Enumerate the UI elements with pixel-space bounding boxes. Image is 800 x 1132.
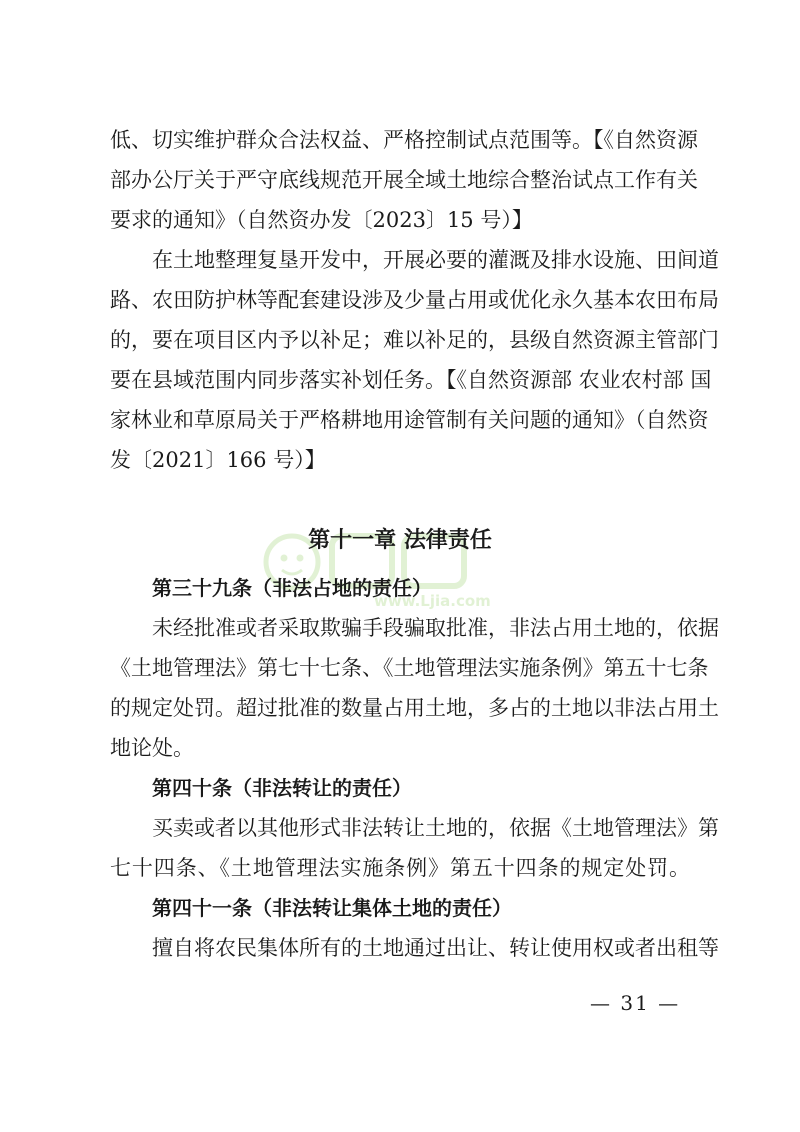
text-line: 要求的通知》（自然资办发〔2023〕15 号）】 xyxy=(110,208,533,232)
page-number: — 31 — xyxy=(590,991,681,1015)
text-line: 发〔2021〕166 号）】 xyxy=(110,448,326,472)
text-line: 的，要在项目区内予以补足；难以补足的，县级自然资源主管部门 xyxy=(110,328,719,352)
article-title: 第四十条（非法转让的责任） xyxy=(152,776,412,800)
top-text-block xyxy=(110,120,719,480)
text-line: 路、农田防护林等配套建设涉及少量占用或优化永久基本农田布局 xyxy=(110,288,719,312)
articles-block xyxy=(110,568,719,968)
text-line: 买卖或者以其他形式非法转让土地的，依据《土地管理法》第 xyxy=(152,816,719,840)
text-line: 的规定处罚。超过批准的数量占用土地，多占的土地以非法占用土 xyxy=(110,696,719,720)
text-line: 未经批准或者采取欺骗手段骗取批准，非法占用土地的，依据 xyxy=(152,616,719,640)
watermark-url: www.Ljia.com xyxy=(374,592,491,610)
text-line: 七十四条、《土地管理法实施条例》第五十四条的规定处罚。 xyxy=(110,856,690,880)
text-line: 《土地管理法》第七十七条、《土地管理法实施条例》第五十七条 xyxy=(110,656,709,680)
article-title: 第四十一条（非法转让集体土地的责任） xyxy=(152,896,512,920)
chapter-title: 第十一章 法律责任 xyxy=(308,528,492,553)
text-line: 要在县域范围内同步落实补划任务。【《自然资源部 农业农村部 国 xyxy=(110,368,712,392)
text-line: 擅自将农民集体所有的土地通过出让、转让使用权或者出租等 xyxy=(152,936,719,960)
text-line: 低、切实维护群众合法权益、严格控制试点范围等。【《自然资源 xyxy=(110,128,698,152)
text-line: 在土地整理复垦开发中，开展必要的灌溉及排水设施、田间道 xyxy=(152,248,719,272)
text-line: 部办公厅关于严守底线规范开展全域土地综合整治试点工作有关 xyxy=(110,168,698,192)
text-line: 家林业和草原局关于严格耕地用途管制有关问题的通知》（自然资 xyxy=(110,408,709,432)
text-line: 地论处。 xyxy=(110,736,194,760)
article-title: 第三十九条（非法占地的责任） xyxy=(152,576,432,600)
